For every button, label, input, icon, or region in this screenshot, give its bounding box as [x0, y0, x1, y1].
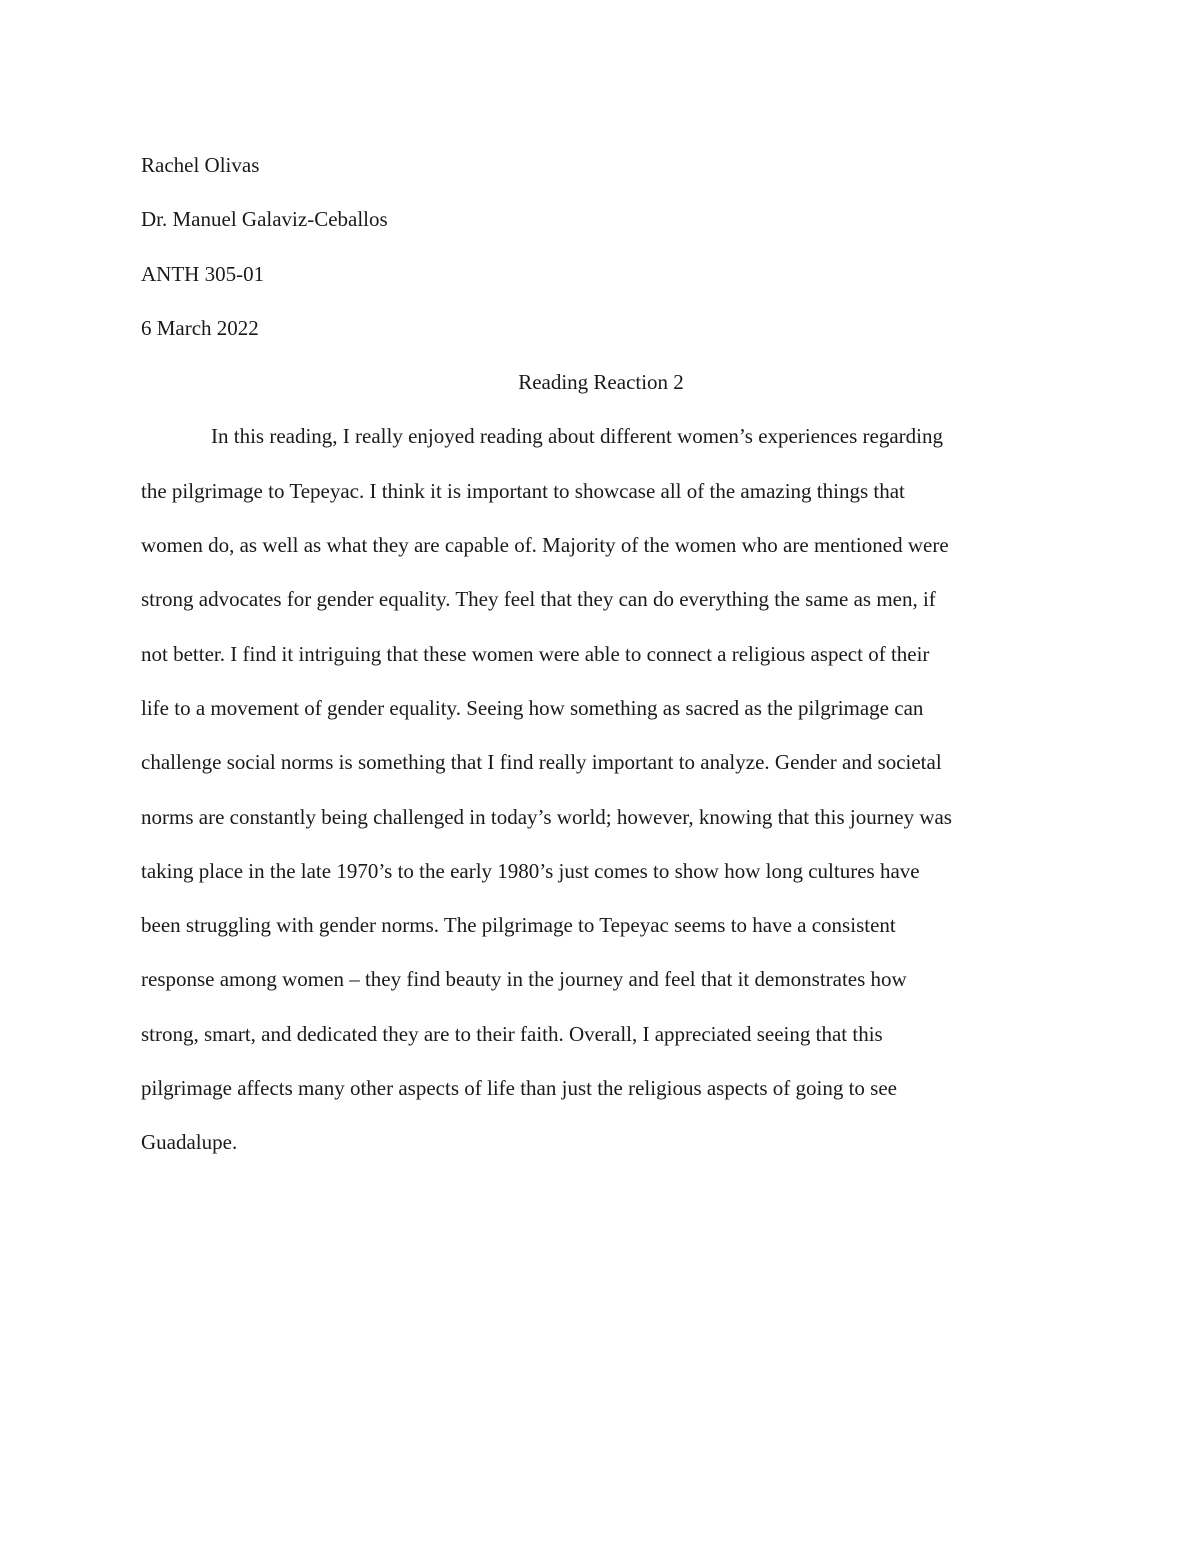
body-line: norms are constantly being challenged in today’s world; however, knowing that this journey was — [141, 804, 952, 829]
course-code: ANTH 305-01 — [141, 261, 265, 286]
document-title: Reading Reaction 2 — [518, 370, 684, 395]
document-text — [141, 138, 1061, 1170]
body-line: pilgrimage affects many other aspects of life than just the religious aspects of going to see — [141, 1076, 897, 1101]
body-line: challenge social norms is something that I find really important to analyze. Gender and societal — [141, 750, 942, 775]
body-line: Guadalupe. — [141, 1130, 238, 1155]
body-line: In this reading, I really enjoyed reading about different women’s experiences regarding — [211, 424, 944, 449]
body-line: been struggling with gender norms. The pilgrimage to Tepeyac seems to have a consistent — [141, 913, 896, 938]
body-line: strong, smart, and dedicated they are to their faith. Overall, I appreciated seeing that this — [141, 1021, 883, 1046]
body-line: life to a movement of gender equality. Seeing how something as sacred as the pilgrimage can — [141, 695, 924, 720]
body-line: response among women – they find beauty in the journey and feel that it demonstrates how — [141, 967, 907, 992]
body-paragraph — [141, 409, 1061, 1169]
body-line: not better. I find it intriguing that these women were able to connect a religious aspect of their — [141, 641, 930, 666]
body-line: women do, as well as what they are capable of. Majority of the women who are mentioned were — [141, 533, 949, 558]
document-date: 6 March 2022 — [141, 315, 259, 340]
body-line: strong advocates for gender equality. They feel that they can do everything the same as men, if — [141, 587, 936, 612]
instructor-name: Dr. Manuel Galaviz-Ceballos — [141, 207, 388, 232]
author-name: Rachel Olivas — [141, 153, 260, 177]
body-line: taking place in the late 1970’s to the early 1980’s just comes to show how long cultures have — [141, 858, 920, 883]
body-line: the pilgrimage to Tepeyac. I think it is important to showcase all of the amazing things that — [141, 478, 905, 503]
